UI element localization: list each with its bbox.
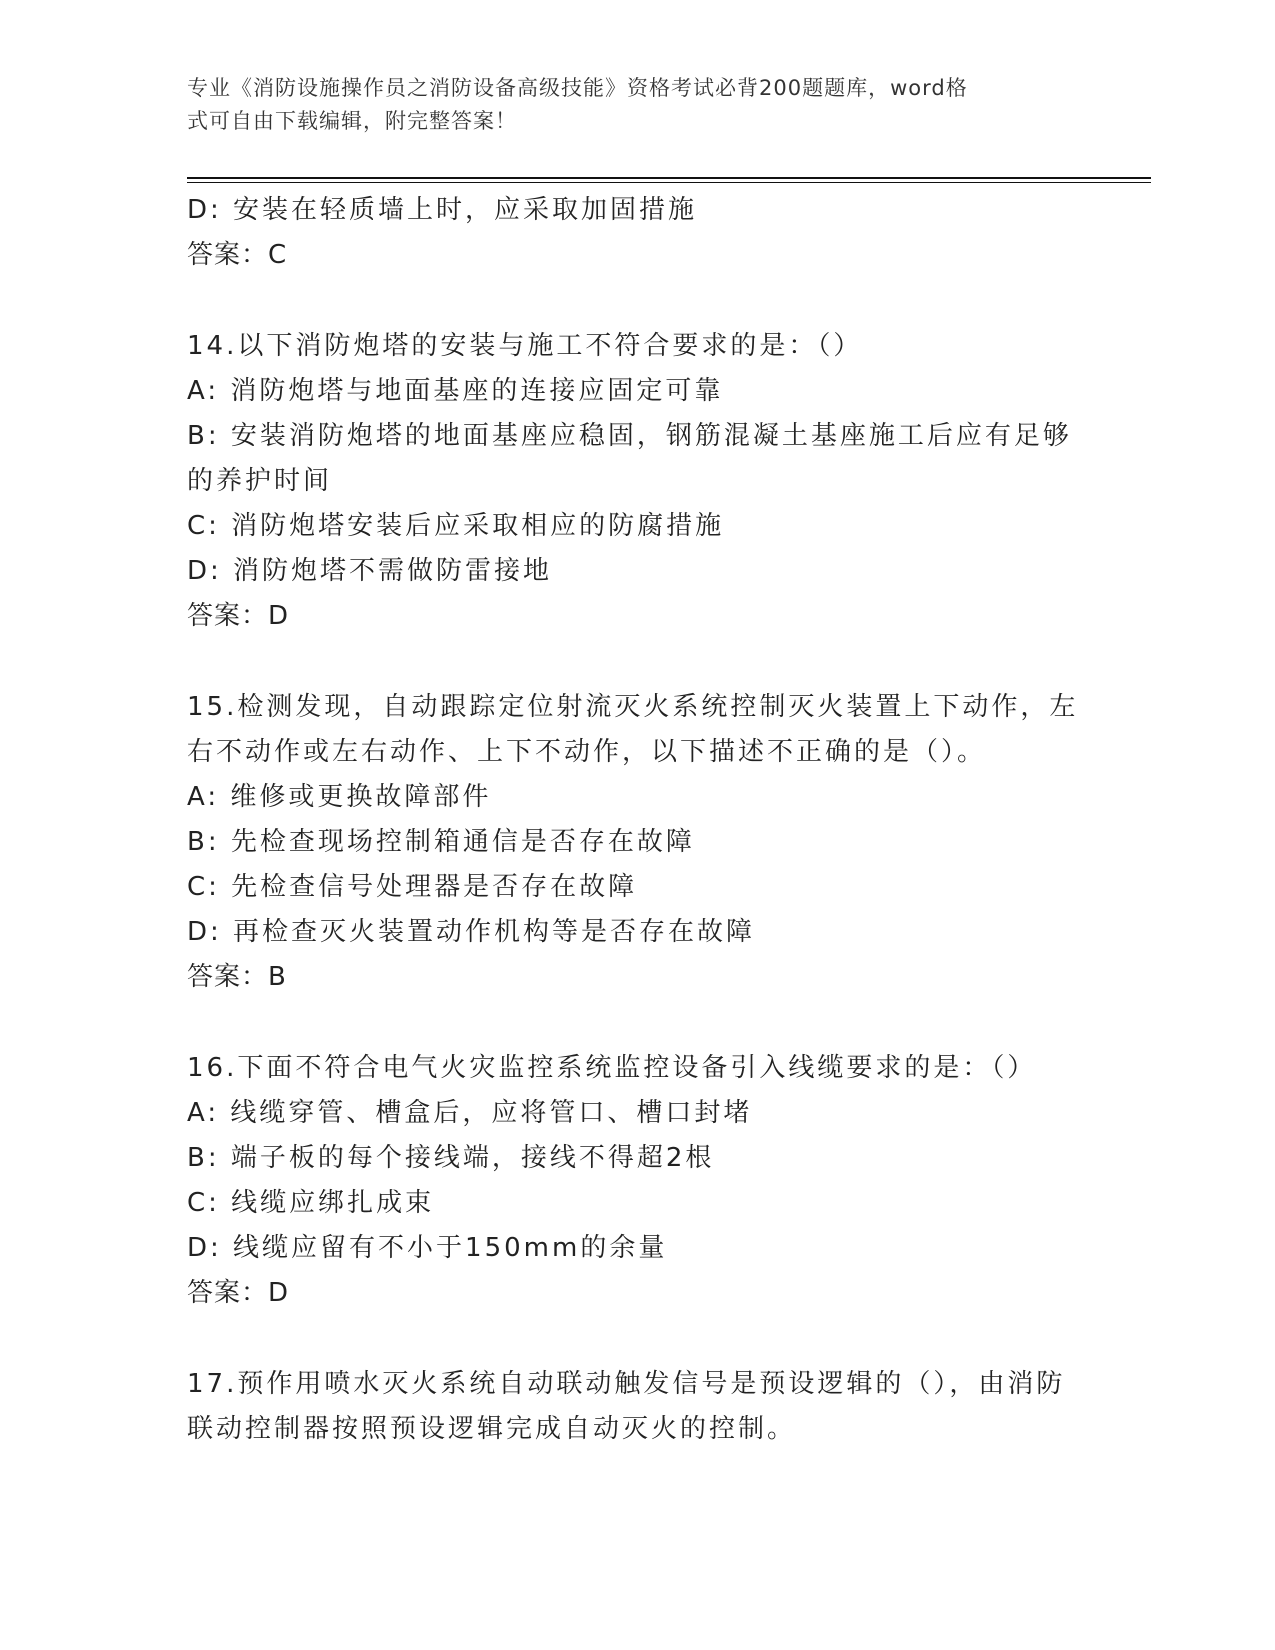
q13-option-d: D: 安装在轻质墙上时，应采取加固措施 [187,195,698,225]
spacer [187,639,1087,685]
q17-stem-line-1: 17.预作用喷水灭火系统自动联动触发信号是预设逻辑的（），由消防 [187,1369,1066,1399]
q16-option-b: B: 端子板的每个接线端，接线不得超2根 [187,1143,715,1173]
question-15 [187,685,1087,1000]
q15-answer: 答案：B [187,962,287,992]
header-title-line-1: 专业《消防设施操作员之消防设备高级技能》资格考试必背200题题库，word格 [187,76,968,100]
header-divider-thick [187,177,1151,179]
q14-answer: 答案：D [187,601,290,631]
question-17 [187,1362,1087,1452]
document-header [187,72,1067,138]
q14-stem: 14.以下消防炮塔的安装与施工不符合要求的是：（） [187,331,863,361]
q14-option-d: D: 消防炮塔不需做防雷接地 [187,556,553,586]
q16-option-c: C: 线缆应绑扎成束 [187,1188,435,1218]
q15-option-b: B: 先检查现场控制箱通信是否存在故障 [187,827,695,857]
q14-option-b-line-2: 的养护时间 [187,466,333,496]
spacer [187,278,1087,324]
q15-stem-line-2: 右不动作或左右动作、上下不动作，以下描述不正确的是（）。 [187,737,987,767]
question-list [187,188,1087,1452]
q15-option-a: A: 维修或更换故障部件 [187,782,492,812]
q16-option-a: A: 线缆穿管、槽盒后，应将管口、槽口封堵 [187,1098,753,1128]
question-13-tail [187,188,1087,278]
q14-option-c: C: 消防炮塔安装后应采取相应的防腐措施 [187,511,725,541]
header-divider-thin [187,182,1151,183]
q15-option-c: C: 先检查信号处理器是否存在故障 [187,872,638,902]
q13-answer: 答案：C [187,240,288,270]
question-14 [187,324,1087,639]
spacer [187,1000,1087,1046]
question-16 [187,1046,1087,1316]
q14-option-b-line-1: B: 安装消防炮塔的地面基座应稳固，钢筋混凝土基座施工后应有足够 [187,421,1072,451]
q15-stem-line-1: 15.检测发现，自动跟踪定位射流灭火系统控制灭火装置上下动作，左 [187,692,1079,722]
header-title-line-2: 式可自由下载编辑，附完整答案！ [187,109,517,133]
q15-option-d: D: 再检查灭火装置动作机构等是否存在故障 [187,917,756,947]
q14-option-a: A: 消防炮塔与地面基座的连接应固定可靠 [187,376,724,406]
q16-stem: 16.下面不符合电气火灾监控系统监控设备引入线缆要求的是：（） [187,1053,1037,1083]
q16-option-d: D: 线缆应留有不小于150mm的余量 [187,1233,668,1263]
spacer [187,1316,1087,1362]
q17-stem-line-2: 联动控制器按照预设逻辑完成自动灭火的控制。 [187,1414,797,1444]
q16-answer: 答案：D [187,1278,290,1308]
